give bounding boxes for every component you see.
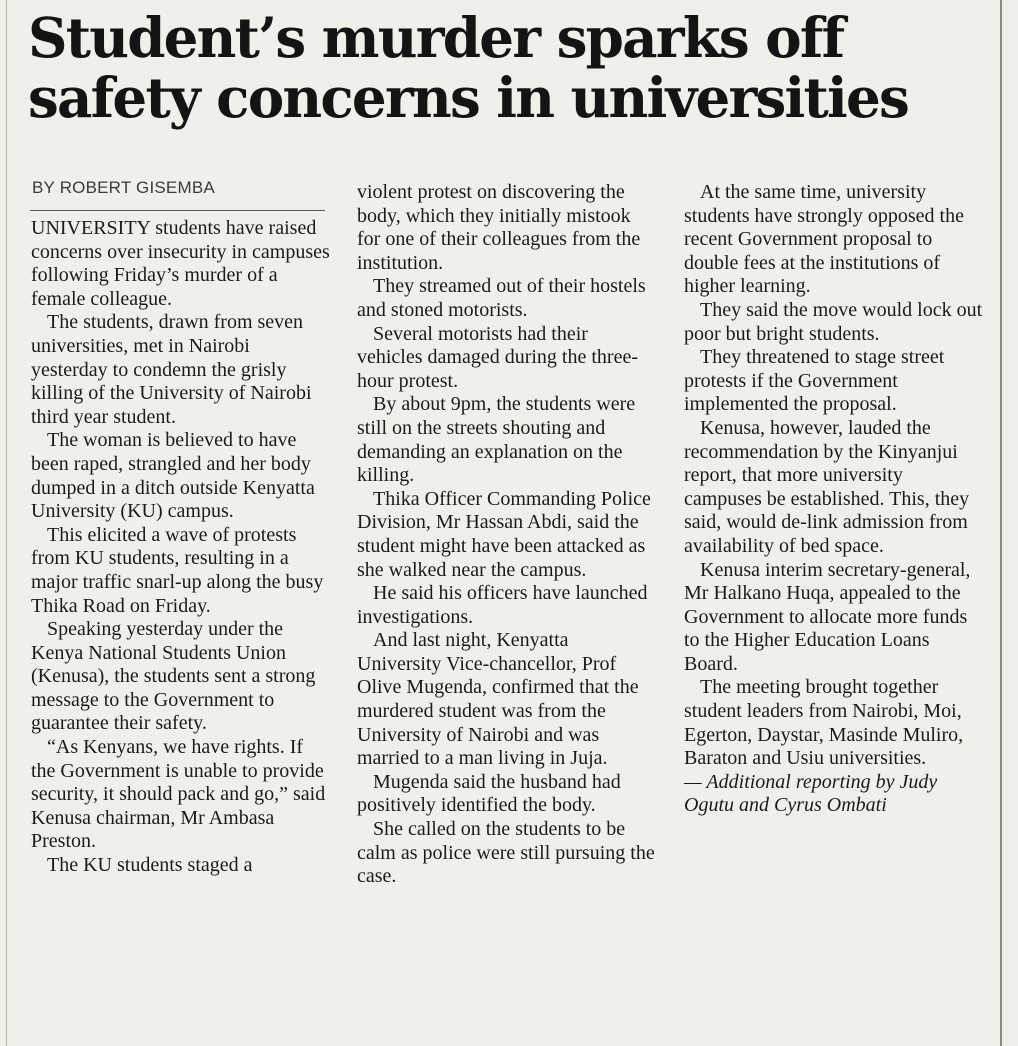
paragraph: The students, drawn from seven universities, met in Nairobi yesterday to condemn the grisly killing of the University of Nairobi third year student. xyxy=(31,311,312,428)
paragraph: Mugenda said the husband had positively identified the body. xyxy=(357,770,621,817)
paragraph: They threatened to stage street protests if the Government implemented the proposal. xyxy=(684,346,945,416)
lead-first-word: UNIVERSITY xyxy=(31,217,151,239)
headline-line-2: safety concerns in universities xyxy=(28,65,909,130)
reporting-credit: — Additional reporting by Judy Ogutu and Cyrus Ombati xyxy=(684,770,938,817)
byline-rule xyxy=(30,210,325,211)
paragraph: Kenusa, however, lauded the recommendation by the Kinyanjui report, that more university campuses be established. This, they said, would de-link admission from availability of bed space. xyxy=(684,416,970,557)
paragraph: They streamed out of their hostels and stoned motorists. xyxy=(357,275,646,321)
paragraph: violent protest on discovering the body, which they initially mistook for one of their colleagues from the institution. xyxy=(357,181,641,274)
paragraph: At the same time, university students have strongly opposed the recent Government proposal to double fees at the institutions of higher learning. xyxy=(684,181,964,298)
column-rule-right xyxy=(1000,0,1002,1046)
paragraph: They said the move would lock out poor but bright students. xyxy=(684,298,983,345)
paragraph: She called on the students to be calm as police were still pursuing the case. xyxy=(357,818,655,888)
headline-line-1: Student’s murder sparks off xyxy=(28,5,844,70)
paragraph: And last night, Kenyatta University Vice-chancellor, Prof Olive Mugenda, confirmed that the murdered student was from the University of Nairobi and was married to a man living in Juja. xyxy=(357,629,639,770)
paragraph: Thika Officer Commanding Police Division, Mr Hassan Abdi, said the student might have been attacked as she walked near the campus. xyxy=(357,487,651,581)
paragraph: Speaking yesterday under the Kenya National Students Union (Kenusa), the students sent a strong message to the Government to guarantee their safety. xyxy=(31,618,316,735)
paragraph: Several motorists had their vehicles damaged during the three-hour protest. xyxy=(357,322,638,392)
article-column-1 xyxy=(31,217,331,878)
paragraph: The KU students staged a xyxy=(47,854,253,877)
lead-paragraph-text: students have raised concerns over insecurity in campuses following Friday’s murder of a female colleague. xyxy=(31,217,330,310)
article-headline xyxy=(28,5,983,130)
paragraph: He said his officers have launched investigations. xyxy=(357,582,648,628)
paragraph: “As Kenyans, we have rights. If the Government is unable to provide security, it should pack and go,” said Kenusa chairman, Mr Ambasa Preston. xyxy=(31,736,326,853)
paragraph: The woman is believed to have been raped, strangled and her body dumped in a ditch outside Kenyatta University (KU) campus. xyxy=(31,429,315,523)
article-column-3 xyxy=(684,181,984,818)
paragraph: This elicited a wave of protests from KU students, resulting in a major traffic snarl-up along the busy Thika Road on Friday. xyxy=(31,523,324,617)
paragraph: Kenusa interim secretary-general, Mr Halkano Huqa, appealed to the Government to allocate more funds to the Higher Education Loans Board. xyxy=(684,558,971,675)
page-left-edge xyxy=(6,0,7,1046)
lead-paragraph xyxy=(31,217,331,311)
paragraph: The meeting brought together student leaders from Nairobi, Moi, Egerton, Daystar, Masinde Muliro, Baraton and Usiu universities. xyxy=(684,676,964,770)
paragraph: By about 9pm, the students were still on the streets shouting and demanding an explanation on the killing. xyxy=(357,393,636,487)
byline: BY ROBERT GISEMBA xyxy=(32,178,215,197)
article-column-2 xyxy=(357,181,657,889)
